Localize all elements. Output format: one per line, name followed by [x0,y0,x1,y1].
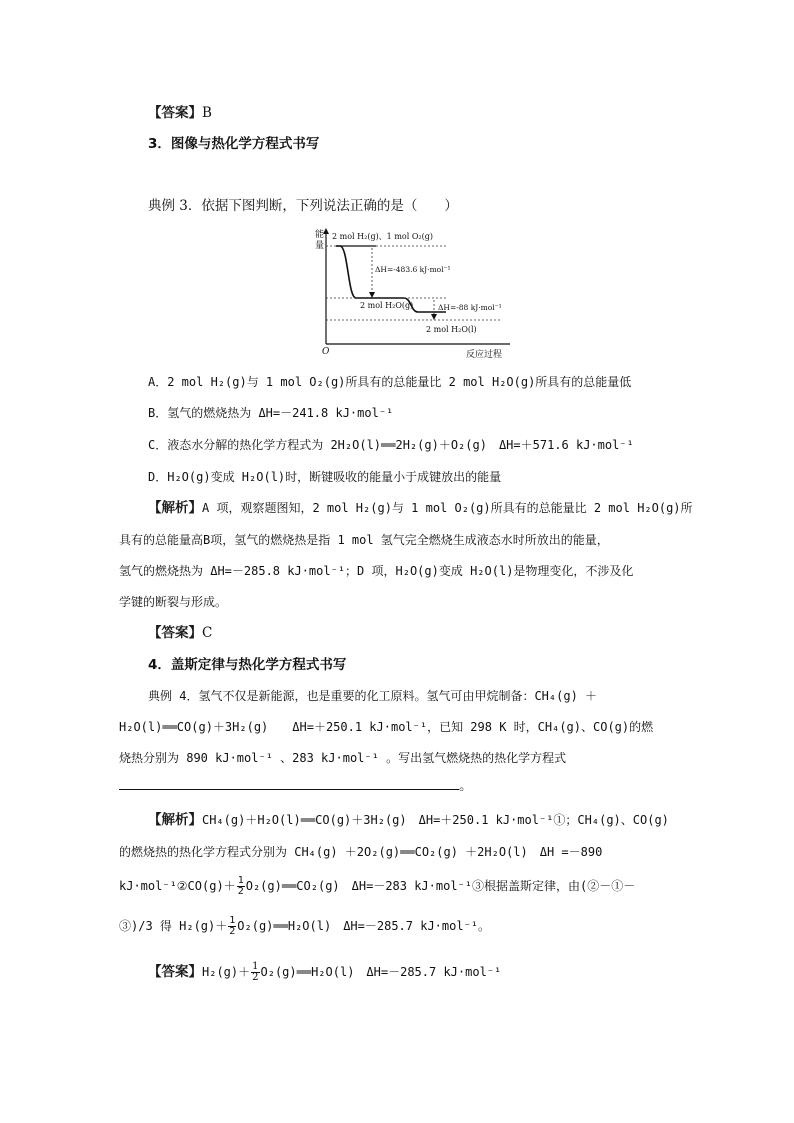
fraction: $\frac{1}{2}$ [229,915,236,937]
analysis-3-line-1: 【解析】A 项，观察题图知，2 mol H₂(g)与 1 mol O₂(g)所具有的总能量比 2 mol H₂O(g)所 [148,500,693,516]
energy-diagram [314,226,514,360]
example-4-line-3: 烧热分别为 890 kJ·mol⁻¹ 、283 kJ·mol⁻¹ 。写出氢气燃烧热的热化学方程式 [119,751,567,765]
option-a: A．2 mol H₂(g)与 1 mol O₂(g)所具有的总能量比 2 mol H₂O(g)所具有的总能量低 [148,375,632,389]
origin-label: O [322,347,330,357]
fraction: $\frac{1}{2}$ [237,875,244,897]
analysis-3-line-3: 氢气的燃烧热为 ΔH=－285.8 kJ·mol⁻¹；D 项，H₂O(g)变成 H₂O(l)是物理变化，不涉及化 [119,564,634,578]
answer-blank[interactable] [119,777,459,790]
answer-blank-line: 。 [119,776,473,796]
answer-value: B [202,105,212,121]
analysis-4-line-4: ③)/3 得 H₂(g)＋ $\frac{1}{2}$ O₂(g)══H₂O(l) ΔH=－285.7 kJ·mol⁻¹。 [119,915,491,937]
fraction: $\frac{1}{2}$ [252,961,259,983]
option-b: B．氢气的燃烧热为 ΔH=－241.8 kJ·mol⁻¹ [148,406,394,420]
answer-tag: 【答案】 [148,964,202,980]
answer-prev-line [148,103,212,123]
option-c: C．液态水分解的热化学方程式为 2H₂O(l)══2H₂(g)＋O₂(g) ΔH=＋571.6 kJ·mol⁻¹ [148,438,634,452]
answer-3-line [148,623,212,643]
answer-tag: 【答案】 [148,105,202,121]
level-mid-label: 2 mol H₂O(g) [360,301,414,310]
x-axis-label: 反应过程 [466,350,503,360]
level-top-label: 2 mol H₂(g)、1 mol O₂(g) [332,232,433,241]
level-low-label: 2 mol H₂O(l) [426,325,477,334]
analysis-4-line-3: kJ·mol⁻¹②CO(g)＋ $\frac{1}{2}$ O₂(g)══CO₂(g) ΔH=－283 kJ·mol⁻¹③根据盖斯定律，由(②－①－ [119,875,636,897]
example-3-stem: 典例 3．依据下图判断，下列说法正确的是（ ） [148,198,458,214]
answer-4-line: 【答案】H₂(g)＋ $\frac{1}{2}$ O₂(g)══H₂O(l) ΔH=－285.7 kJ·mol⁻¹ [148,961,502,983]
y-axis-label-2: 量 [315,241,325,251]
section-3-title: 3．图像与热化学方程式书写 [148,136,320,152]
analysis-4-line-2: 的燃烧热的热化学方程式分别为 CH₄(g) ＋2O₂(g)══CO₂(g) ＋2H₂O(l) ΔH =－890 [119,845,603,859]
dh2-label: ΔH=-88 kJ·mol⁻¹ [438,303,502,312]
analysis-4-line-1: 【解析】CH₄(g)＋H₂O(l)══CO(g)＋3H₂(g) ΔH=＋250.1 kJ·mol⁻¹①；CH₄(g)、CO(g) [148,812,669,828]
answer-value: C [202,625,213,641]
example-4-line-1: 典例 4．氢气不仅是新能源，也是重要的化工原料。氢气可由甲烷制备：CH₄(g) ＋ [148,689,598,703]
answer-tag: 【答案】 [148,625,202,641]
example-4-line-2: H₂O(l)══CO(g)＋3H₂(g) ΔH=＋250.1 kJ·mol⁻¹，已知 298 K 时，CH₄(g)、CO(g)的燃 [119,720,654,734]
analysis-3-line-4: 学键的断裂与形成。 [119,595,228,609]
dh1-label: ΔH=-483.6 kJ·mol⁻¹ [375,265,451,274]
y-axis-label-1: 能 [315,230,325,240]
analysis-tag: 【解析】 [148,500,202,516]
analysis-tag: 【解析】 [148,812,202,828]
section-4-title: 4．盖斯定律与热化学方程式书写 [148,657,347,673]
analysis-3-line-2: 具有的总能量高B项，氢气的燃烧热是指 1 mol 氢气完全燃烧生成液态水时所放出的能量， [119,533,609,547]
option-d: D．H₂O(g)变成 H₂O(l)时，断键吸收的能量小于成键放出的能量 [148,470,502,484]
